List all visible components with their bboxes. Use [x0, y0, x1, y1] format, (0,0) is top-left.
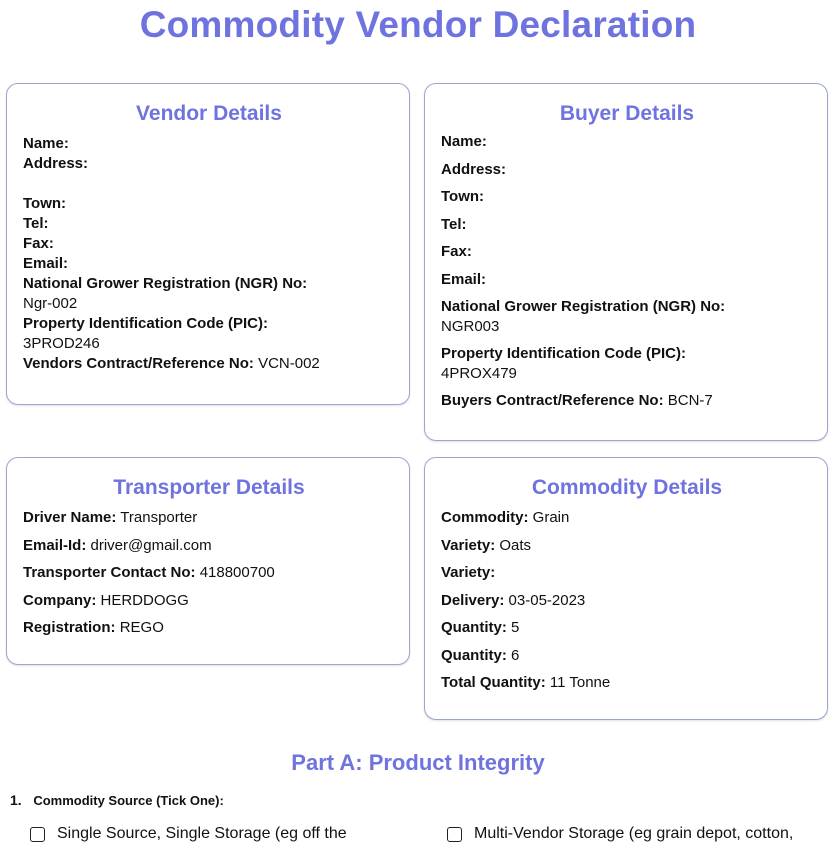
transporter-email-label: Email-Id: — [23, 536, 87, 554]
commodity-delivery-label: Delivery: — [441, 591, 505, 609]
transporter-company-row — [23, 591, 395, 619]
vendor-ngr-value: Ngr-002 — [23, 295, 78, 312]
vendor-town-label: Town: — [23, 195, 67, 212]
buyer-ngr-value: NGR003 — [441, 318, 500, 335]
transporter-contact-label: Transporter Contact No: — [23, 564, 196, 581]
buyer-pic-value: 4PROX479 — [441, 365, 517, 382]
buyer-contract-value: BCN-7 — [667, 392, 713, 409]
buyer-pic-label: Property Identification Code (PIC): — [441, 345, 687, 362]
transporter-contact-row — [23, 563, 395, 591]
multi-vendor-label: Multi-Vendor Storage (eg grain depot, cotton, — [474, 825, 794, 842]
single-source-checkbox[interactable] — [30, 827, 45, 842]
buyer-details-heading: Buyer Details — [559, 102, 695, 125]
commodity-variety-row-2 — [441, 563, 813, 591]
vendor-fax-row — [23, 234, 395, 254]
commodity-delivery-value: 03-05-2023 — [508, 591, 586, 609]
question-1-label: Commodity Source (Tick One): — [33, 793, 224, 808]
buyer-contract-label: Buyers Contract/Reference No: — [441, 392, 664, 409]
transporter-details-heading: Transporter Details — [113, 476, 305, 499]
commodity-label: Commodity: — [441, 509, 529, 526]
buyer-tel-row — [441, 215, 813, 243]
transporter-company-value: HERDDOGG — [100, 591, 189, 609]
commodity-quantity-row-2 — [441, 646, 813, 674]
option-multi-vendor[interactable] — [447, 825, 793, 843]
buyer-email-label: Email: — [441, 270, 487, 288]
transporter-registration-value: REGO — [119, 619, 164, 636]
commodity-variety-row — [441, 536, 813, 564]
vendor-tel-label: Tel: — [23, 215, 49, 232]
transporter-details-card — [6, 457, 410, 665]
transporter-email-row — [23, 536, 395, 564]
vendor-address-row — [23, 154, 395, 194]
buyer-town-row — [441, 187, 813, 215]
vendor-ngr-label: National Grower Registration (NGR) No: — [23, 275, 308, 292]
commodity-total-value: 11 Tonne — [549, 674, 611, 691]
document-title: Commodity Vendor Declaration — [139, 4, 697, 45]
buyer-contract-row — [441, 391, 813, 411]
commodity-row — [441, 508, 813, 536]
part-a-title: Part A: Product Integrity — [291, 750, 545, 775]
multi-vendor-checkbox[interactable] — [447, 827, 462, 842]
vendor-contract-label: Vendors Contract/Reference No: — [23, 355, 254, 372]
buyer-fax-label: Fax: — [441, 243, 472, 260]
commodity-details-heading: Commodity Details — [531, 476, 723, 499]
vendor-email-label: Email: — [23, 255, 69, 272]
question-1-number: 1. — [10, 792, 22, 808]
vendor-tel-row — [23, 214, 395, 234]
option-single-source[interactable] — [30, 825, 347, 843]
vendor-name-row — [23, 134, 395, 154]
vendor-town-row — [23, 194, 395, 214]
transporter-email-value: driver@gmail.com — [90, 536, 212, 554]
commodity-variety-label: Variety: — [441, 536, 496, 554]
vendor-details-heading: Vendor Details — [136, 102, 282, 125]
buyer-name-label: Name: — [441, 133, 487, 150]
commodity-total-label: Total Quantity: — [441, 674, 546, 691]
commodity-quantity-row — [441, 618, 813, 646]
buyer-name-row — [441, 132, 813, 160]
commodity-variety-value: Oats — [499, 536, 532, 554]
single-source-label: Single Source, Single Storage (eg off the — [57, 825, 347, 842]
vendor-pic-label: Property Identification Code (PIC): — [23, 315, 269, 332]
transporter-driver-row — [23, 508, 395, 536]
commodity-quantity-value: 5 — [511, 619, 520, 636]
vendor-contract-value: VCN-002 — [258, 355, 320, 372]
buyer-email-row — [441, 270, 813, 298]
buyer-ngr-label: National Grower Registration (NGR) No: — [441, 298, 726, 315]
commodity-details-card — [424, 457, 828, 720]
buyer-fax-row — [441, 242, 813, 270]
buyer-address-row — [441, 160, 813, 188]
transporter-registration-label: Registration: — [23, 619, 116, 636]
commodity-value: Grain — [532, 509, 570, 526]
transporter-driver-value: Transporter — [120, 509, 198, 526]
transporter-company-label: Company: — [23, 591, 97, 609]
vendor-fax-label: Fax: — [23, 235, 54, 252]
buyer-address-label: Address: — [441, 160, 507, 178]
buyer-details-card — [424, 83, 828, 441]
transporter-contact-value: 418800700 — [199, 564, 275, 581]
vendor-pic-value: 3PROD246 — [23, 335, 100, 352]
commodity-variety-label-2: Variety: — [441, 564, 496, 581]
vendor-contract-row — [23, 354, 395, 374]
question-1 — [10, 792, 224, 808]
commodity-quantity-value-2: 6 — [511, 646, 520, 664]
transporter-driver-label: Driver Name: — [23, 509, 117, 526]
commodity-quantity-label: Quantity: — [441, 619, 507, 636]
commodity-delivery-row — [441, 591, 813, 619]
commodity-quantity-label-2: Quantity: — [441, 646, 507, 664]
vendor-name-label: Name: — [23, 135, 69, 152]
commodity-total-row — [441, 673, 813, 701]
buyer-tel-label: Tel: — [441, 215, 467, 233]
transporter-registration-row — [23, 618, 395, 646]
vendor-address-label: Address: — [23, 155, 89, 172]
buyer-town-label: Town: — [441, 188, 485, 205]
vendor-email-row — [23, 254, 395, 274]
vendor-details-card — [6, 83, 410, 405]
